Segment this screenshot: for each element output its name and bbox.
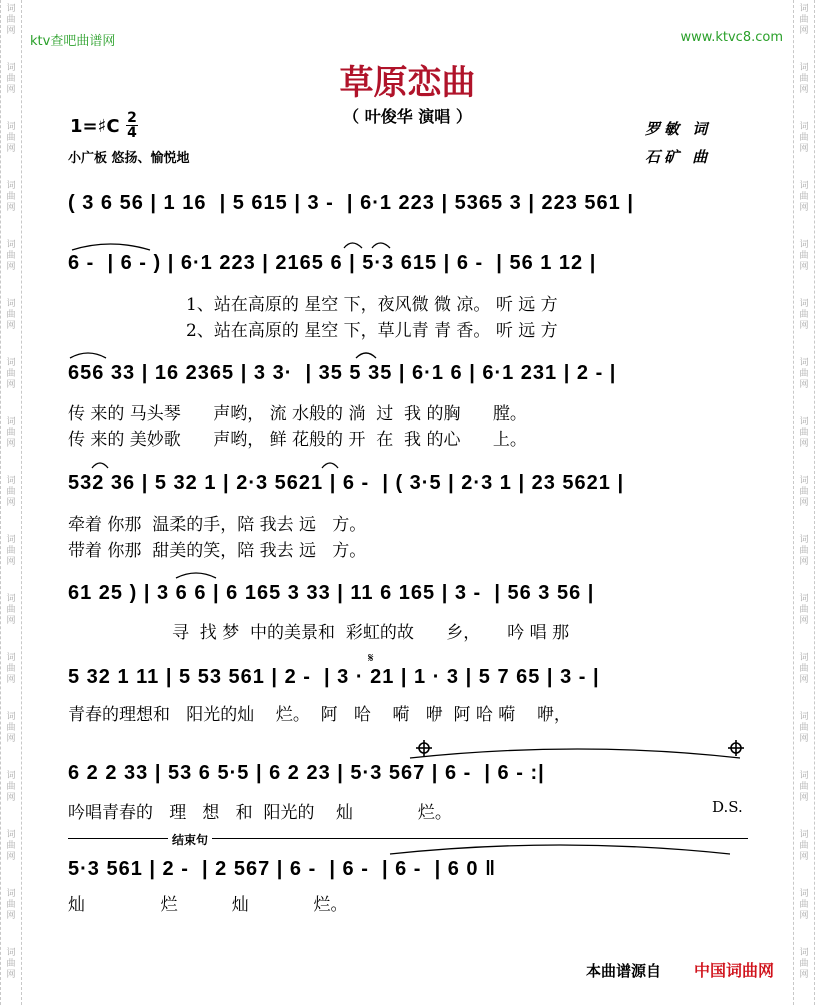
notation-line: 5 32 1 11 | 5 53 561 | 2 - | 3 · 21 | 1 · 3 | 5 7 65 | 3 - |: [68, 666, 600, 688]
watermark-glyph: 词 曲 网: [6, 889, 16, 921]
watermark-glyph: 词 曲 网: [799, 771, 809, 803]
slur-mark: [70, 353, 106, 358]
composer-credit: 石矿 曲: [645, 148, 712, 166]
watermark-glyph: 词 曲 网: [6, 122, 16, 154]
lyric-coda-line: 灿 烂 灿 烂。: [68, 895, 348, 915]
tempo-marking: 小广板 悠扬、愉悦地: [68, 151, 190, 166]
watermark-glyph: 词 曲 网: [799, 653, 809, 685]
site-label-left[interactable]: ktv查吧曲谱网: [30, 34, 116, 49]
meter-top: 2: [127, 110, 137, 126]
slur-mark: [372, 243, 390, 248]
watermark-glyph: 词 曲 网: [799, 63, 809, 95]
watermark-glyph: 词 曲 网: [6, 63, 16, 95]
watermark-glyph: 词 曲 网: [6, 594, 16, 626]
slur-mark: [356, 353, 376, 358]
watermark-glyph: 词 曲 网: [799, 594, 809, 626]
lyric-chorus-line1: 寻 找 梦 中的美景和 彩虹的故 乡， 吟 唱 那: [172, 623, 570, 643]
watermark-glyph: 词 曲 网: [6, 299, 16, 331]
notation-line: ( 3 6 56 | 1 16 | 5 615 | 3 - | 6·1 223 | 5365 3 | 223 561 |: [68, 192, 634, 214]
watermark-glyph: 词 曲 网: [799, 476, 809, 508]
footer-source-label: 本曲谱源自: [586, 962, 662, 980]
lyric-verse1-line2: 传 来的 马头琴 声哟， 流 水般的 淌 过 我 的胸 膛。: [68, 404, 527, 424]
slur-mark: [92, 463, 108, 468]
lyric-chorus-line3: 吟唱青春的 理 想 和 阳光的 灿 烂。: [68, 803, 452, 823]
slur-mark: [390, 845, 730, 854]
notation-line: 656 33 | 16 2365 | 3 3· | 35 5 35 | 6·1 6 | 6·1 231 | 2 - |: [68, 362, 617, 384]
lyric-verse2-line3: 带着 你那 甜美的笑，陪 我去 远 方。: [68, 541, 367, 561]
watermark-glyph: 词 曲 网: [6, 535, 16, 567]
watermark-glyph: 词 曲 网: [799, 181, 809, 213]
song-title: 草原恋曲: [339, 63, 476, 103]
watermark-glyph: 词 曲 网: [6, 181, 16, 213]
watermark-glyph: 词 曲 网: [6, 4, 16, 36]
watermark-glyph: 词 曲 网: [6, 417, 16, 449]
watermark-glyph: 词 曲 网: [6, 476, 16, 508]
singer-line: （ 叶俊华 演唱 ）: [343, 107, 472, 126]
slur-mark: [344, 243, 362, 248]
lyric-verse2-line1: 2、站在高原的 星空 下，草儿青 青 香。 听 远 方: [186, 321, 558, 341]
slur-mark: [176, 573, 216, 578]
footer-source-site[interactable]: 中国词曲网: [694, 961, 775, 980]
lyric-verse1-line3: 牵着 你那 温柔的手，陪 我去 远 方。: [68, 515, 367, 535]
watermark-glyph: 词 曲 网: [6, 712, 16, 744]
segno-symbol: 𝄋: [368, 651, 374, 666]
watermark-glyph: 词 曲 网: [799, 358, 809, 390]
watermark-glyph: 词 曲 网: [799, 889, 809, 921]
watermark-glyph: 词 曲 网: [799, 122, 809, 154]
notation-line: 5·3 561 | 2 - | 2 567 | 6 - | 6 - | 6 - | 6 0 ‖: [68, 858, 497, 880]
notation-line: 532 36 | 5 32 1 | 2·3 5621 | 6 - | ( 3·5 | 2·3 1 | 23 5621 |: [68, 472, 625, 494]
watermark-glyph: 词 曲 网: [799, 4, 809, 36]
watermark-glyph: 词 曲 网: [799, 240, 809, 272]
lyricist-credit: 罗敏 词: [645, 120, 712, 138]
notation-line: 61 25 ) | 3 6 6 | 6 165 3 33 | 11 6 165 | 3 - | 56 3 56 |: [68, 582, 595, 604]
notation-line: 6 2 2 33 | 53 6 5·5 | 6 2 23 | 5·3 567 | 6 - | 6 - :|: [68, 762, 545, 784]
meter-bottom: 4: [127, 125, 137, 141]
slur-mark: [322, 463, 338, 468]
watermark-glyph: 词 曲 网: [799, 535, 809, 567]
watermark-glyph: 词 曲 网: [799, 712, 809, 744]
slur-mark: [410, 749, 740, 758]
key-signature: 1=♯C: [70, 116, 120, 137]
watermark-glyph: 词 曲 网: [799, 830, 809, 862]
lyric-chorus-line2: 青春的理想和 阳光的灿 烂。 阿 哈 嗬 咿 阿 哈 嗬 咿，: [68, 705, 571, 725]
lyric-verse2-line2: 传 来的 美妙歌 声哟， 鲜 花般的 开 在 我 的心 上。: [68, 430, 527, 450]
notation-line: 6 - | 6 - ) | 6·1 223 | 2165 6 | 5·3 615 | 6 - | 56 1 12 |: [68, 252, 597, 274]
watermark-glyph: 词 曲 网: [6, 830, 16, 862]
watermark-glyph: 词 曲 网: [6, 358, 16, 390]
watermark-glyph: 词 曲 网: [6, 948, 16, 980]
dal-segno-mark: D.S.: [712, 798, 743, 816]
watermark-glyph: 词 曲 网: [799, 417, 809, 449]
watermark-glyph: 词 曲 网: [6, 653, 16, 685]
slur-mark: [72, 244, 150, 250]
lyric-verse1-line1: 1、站在高原的 星空 下，夜风微 微 凉。 听 远 方: [186, 295, 558, 315]
watermark-glyph: 词 曲 网: [799, 299, 809, 331]
site-url-right[interactable]: www.ktvc8.com: [680, 30, 783, 45]
watermark-glyph: 词 曲 网: [799, 948, 809, 980]
coda-label: 结束句: [168, 831, 212, 848]
watermark-glyph: 词 曲 网: [6, 240, 16, 272]
watermark-glyph: 词 曲 网: [6, 771, 16, 803]
